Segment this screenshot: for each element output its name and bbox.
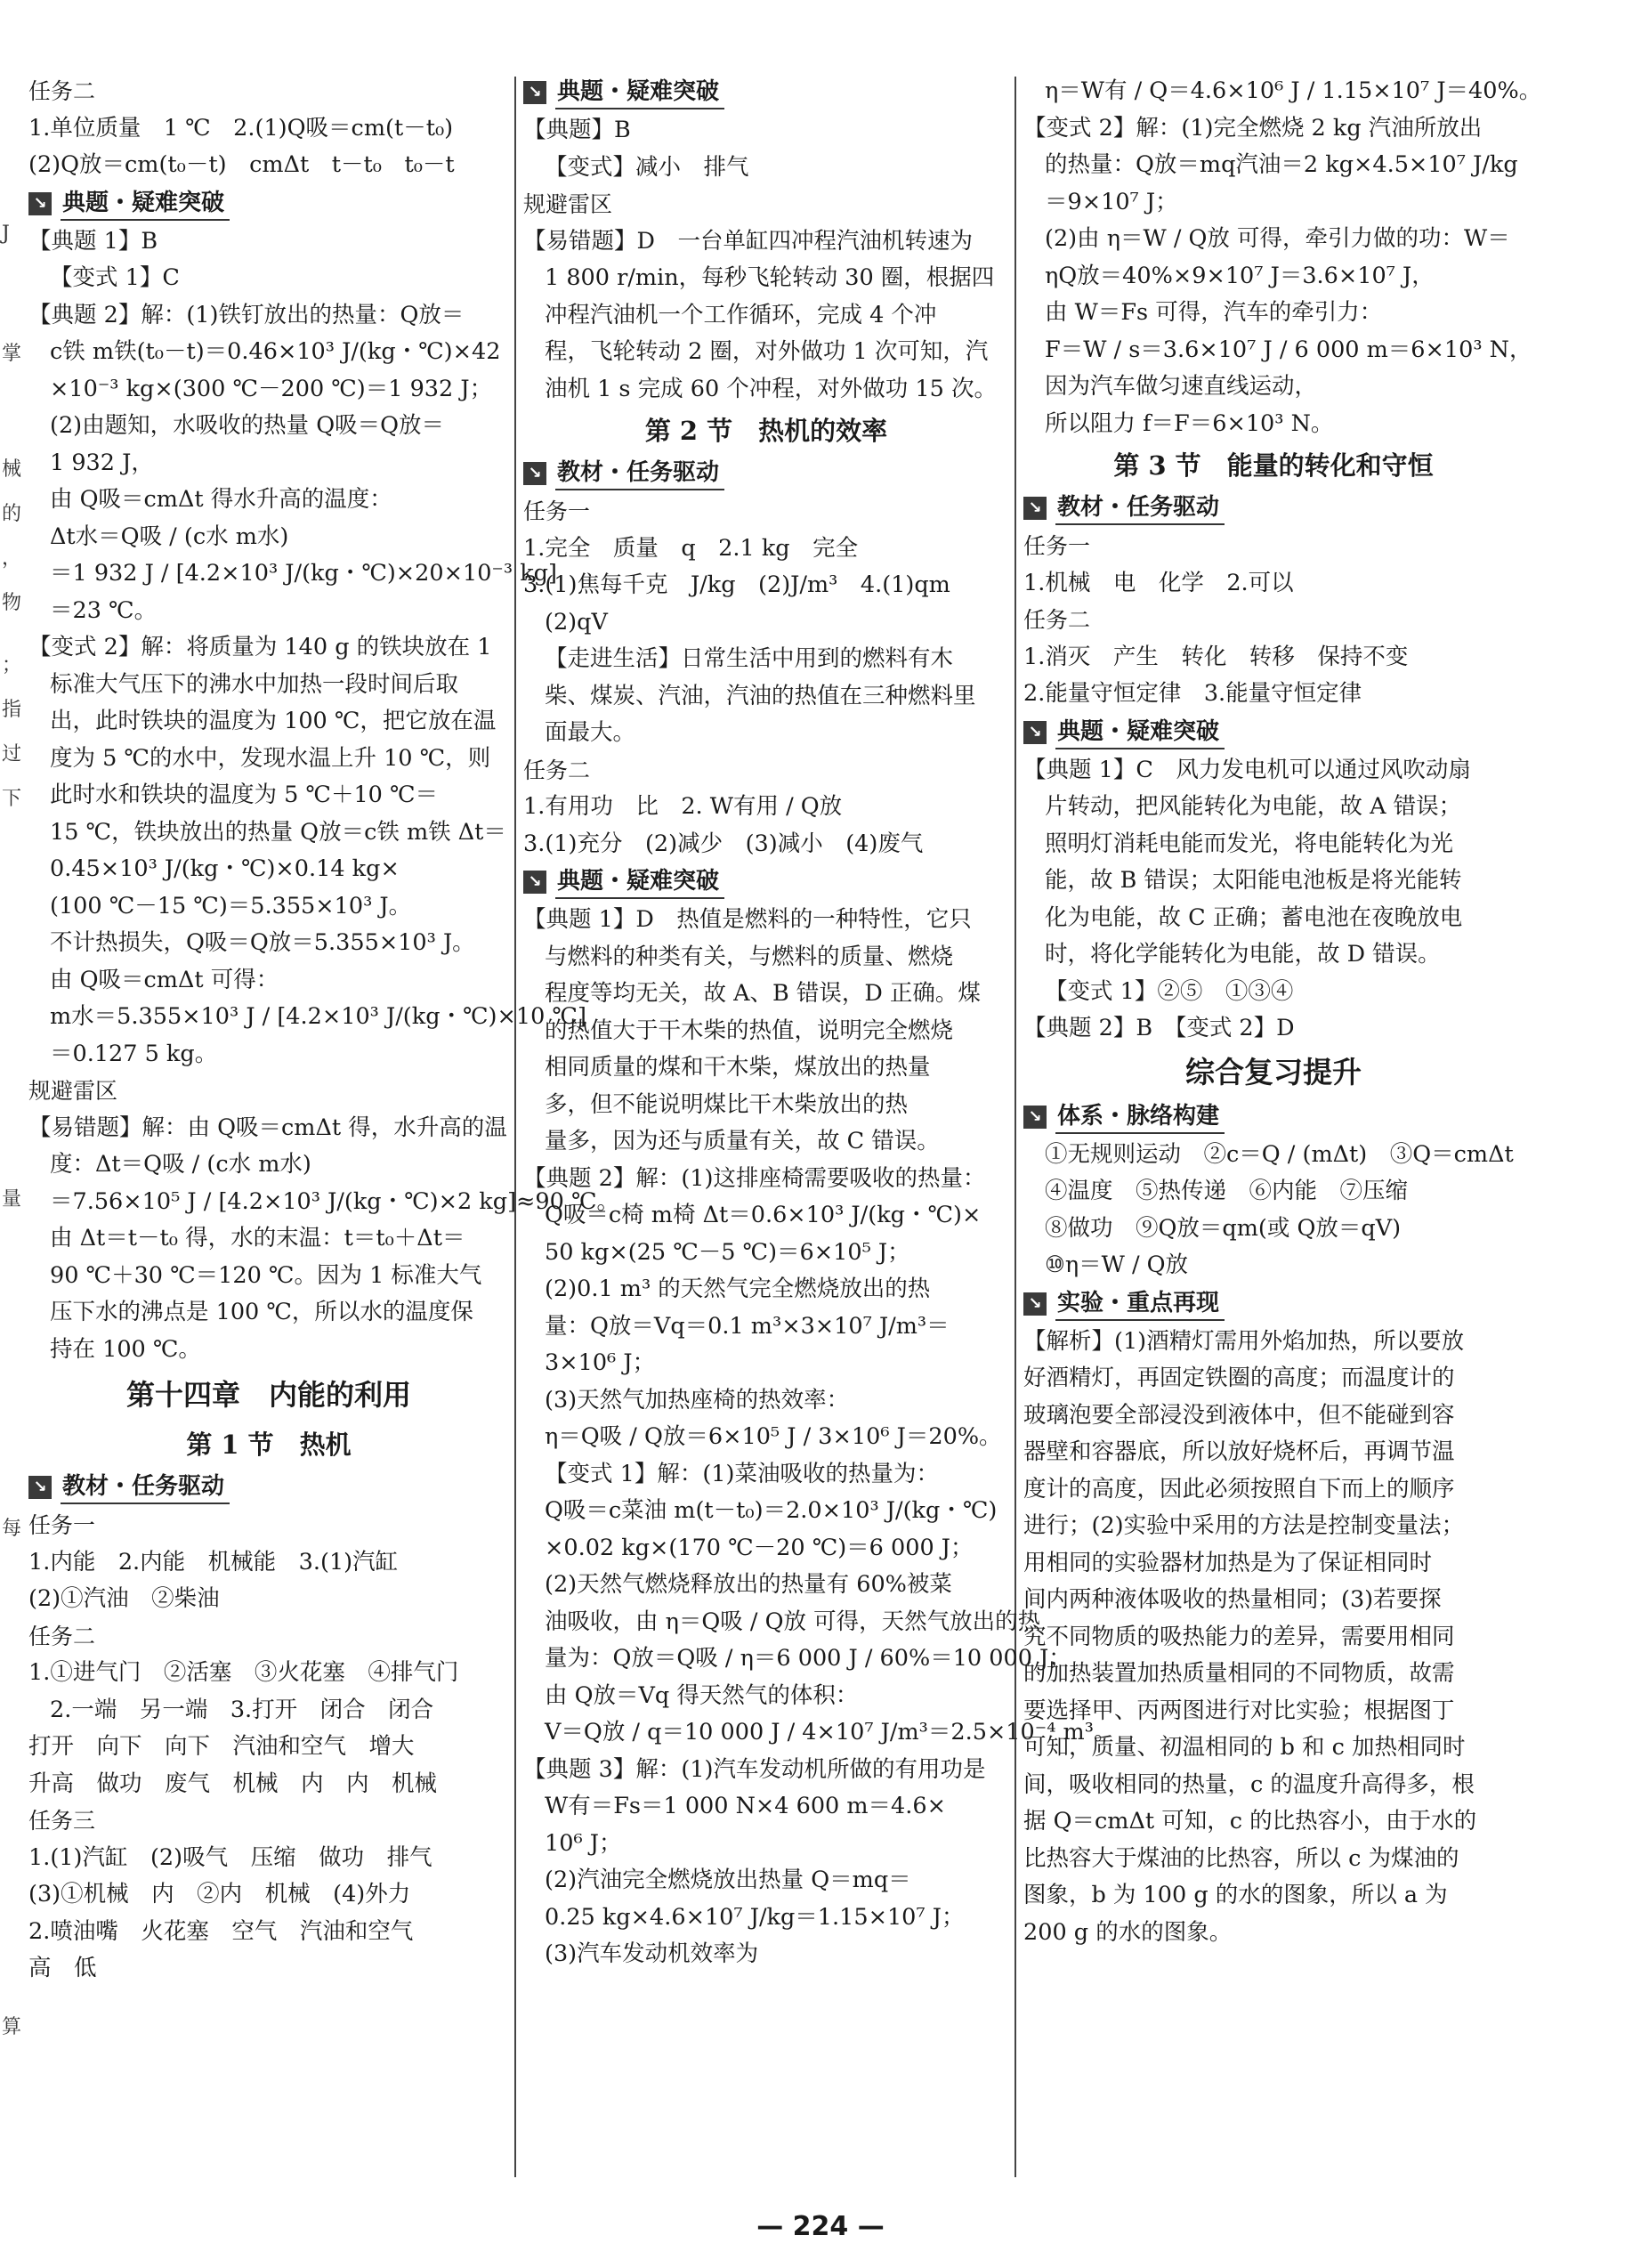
text-line: 图象，b 为 100 g 的水的图象，所以 a 为	[1023, 1882, 1448, 1908]
edge-fragment: 的	[2, 503, 22, 525]
chapter-title: 第十四章 内能的利用	[125, 1378, 411, 1412]
subsection-label: 任务三	[28, 1808, 96, 1834]
text-line: 【变式】减小 排气	[545, 153, 749, 181]
subsection-label: 规避雷区	[523, 191, 613, 217]
text-line: ×0.02 kg×(170 ℃－20 ℃)＝6 000 J；	[545, 1534, 974, 1561]
text-line: 【变式 2】解：将质量为 140 g 的铁块放在 1	[28, 634, 492, 660]
text-line: 间内两种液体吸收的热量相同；(3)若要探	[1023, 1586, 1442, 1613]
section-heading-text: 典题・疑难突破	[1055, 716, 1225, 749]
edge-fragment: ；	[2, 654, 22, 676]
text-line: 【易错题】D 一台单缸四冲程汽油机转速为	[523, 227, 973, 255]
text-line: 相同质量的煤和干木柴，煤放出的热量	[545, 1054, 931, 1081]
text-line: (2)0.1 m³ 的天然气完全燃烧放出的热	[545, 1276, 931, 1302]
text-line: 200 g 的水的图象。	[1023, 1918, 1233, 1946]
section-heading	[523, 76, 1009, 109]
edge-fragment: 每	[2, 1518, 22, 1540]
text-line: 程度等均无关，故 A、B 错误，D 正确。煤	[545, 980, 981, 1007]
text-line: 能，故 B 错误；太阳能电池板是将光能转	[1045, 867, 1462, 894]
text-line: η＝Q吸 / Q放＝6×10⁵ J / 3×10⁶ J＝20%。	[545, 1423, 1002, 1450]
section-heading-text: 教材・任务驱动	[1055, 491, 1225, 525]
text-line: 面最大。	[545, 719, 636, 746]
text-line: η＝W有 / Q＝4.6×10⁶ J / 1.15×10⁷ J＝40%。	[1045, 77, 1542, 104]
text-line: ⑩η＝W / Q放	[1045, 1251, 1189, 1278]
text-line: 由 Q吸＝cmΔt 可得：	[50, 966, 279, 993]
left-edge-fragments	[0, 0, 20, 2268]
text-line: 出，此时铁块的温度为 100 ℃，把它放在温	[50, 708, 497, 734]
text-line: (2)qV	[545, 608, 608, 636]
text-line: ＝7.56×10⁵ J / [4.2×10³ J/(kg・℃)×2 kg]≈90 ℃。	[50, 1187, 619, 1215]
text-line: 【变式 2】解：(1)完全燃烧 2 kg 汽油所放出	[1023, 114, 1483, 142]
section-heading	[523, 457, 1009, 490]
section-heading-text: 典题・疑难突破	[555, 865, 724, 899]
section-heading-text: 体系・脉络构建	[1055, 1100, 1225, 1134]
text-line: 量：Q放＝Vq＝0.1 m³×3×10⁷ J/m³＝	[545, 1312, 950, 1340]
text-line: 0.25 kg×4.6×10⁷ J/kg＝1.15×10⁷ J；	[545, 1903, 965, 1931]
text-line: 【变式 1】解：(1)菜油吸收的热量为：	[545, 1460, 939, 1487]
text-line: 90 ℃＋30 ℃＝120 ℃。因为 1 标准大气	[50, 1261, 482, 1289]
text-line: V＝Q放 / q＝10 000 J / 4×10⁷ J/m³＝2.5×10⁻⁴ m³。	[545, 1719, 1117, 1746]
text-line: (3)汽车发动机效率为	[545, 1940, 759, 1967]
text-line: 10⁶ J；	[545, 1829, 622, 1857]
text-line: ＝9×10⁷ J；	[1045, 188, 1178, 215]
text-line: 进行；(2)实验中采用的方法是控制变量法；	[1023, 1512, 1465, 1539]
text-line: 油机 1 s 完成 60 个冲程，对外做功 15 次。	[545, 375, 997, 402]
text-line: ＝1 932 J / [4.2×10³ J/(kg・℃)×20×10⁻³ kg]	[50, 560, 557, 587]
text-line: Δt水＝Q吸 / (c水 m水)	[50, 522, 289, 550]
column-divider	[514, 77, 516, 2177]
text-line: 【走进生活】日常生活中用到的燃料有木	[545, 645, 954, 672]
text-line: 2.一端 另一端 3.打开 闭合 闭合	[50, 1696, 434, 1723]
text-line: 【典题 2】解：(1)铁钉放出的热量：Q放＝	[28, 301, 465, 328]
subsection-label: 任务一	[523, 498, 591, 524]
text-line: 【典题】B	[523, 117, 631, 143]
text-line: 【典题 2】解：(1)这排座椅需要吸收的热量：	[523, 1164, 986, 1192]
text-line: 器壁和容器底，所以放好烧杯后，再调节温	[1023, 1438, 1455, 1465]
text-line: 照明灯消耗电能而发光，将电能转化为光	[1045, 830, 1454, 857]
text-line: ×10⁻³ kg×(300 ℃－200 ℃)＝1 932 J；	[50, 375, 493, 402]
text-line: 【变式 1】②⑤ ①③④	[1045, 977, 1294, 1005]
text-line: (2)由题知，水吸收的热量 Q吸＝Q放＝	[50, 412, 445, 439]
text-line: 1.机械 电 化学 2.可以	[1023, 569, 1294, 596]
section-marker-icon: ↘	[1023, 1106, 1047, 1129]
text-line: ＝23 ℃。	[50, 596, 158, 624]
text-line: 究不同物质的吸热能力的差异，需要用相同	[1023, 1623, 1455, 1650]
text-line: 1.完全 质量 q 2.1 kg 完全	[523, 534, 859, 562]
section-heading-text: 典题・疑难突破	[61, 187, 230, 221]
section-heading	[1023, 491, 1524, 525]
text-line: 50 kg×(25 ℃－5 ℃)＝6×10⁵ J；	[545, 1238, 910, 1266]
section-heading-text: 典题・疑难突破	[555, 76, 724, 109]
text-line: (2)天然气燃烧释放出的热量有 60%被菜	[545, 1571, 952, 1598]
text-line: 1.有用功 比 2. W有用 / Q放	[523, 793, 843, 820]
text-line: 的加热装置加热质量相同的不同物质，故需	[1023, 1660, 1455, 1687]
text-line: 此时水和铁块的温度为 5 ℃＋10 ℃＝	[50, 782, 439, 808]
text-line: 1.(1)汽缸 (2)吸气 压缩 做功 排气	[28, 1843, 432, 1871]
text-line: 由 Δt＝t－t₀ 得，水的末温：t＝t₀＋Δt＝	[50, 1225, 465, 1251]
text-line: (2)①汽油 ②柴油	[28, 1585, 220, 1612]
edge-fragment: 算	[2, 2016, 22, 2038]
text-line: 高 低	[28, 1955, 97, 1981]
section-marker-icon: ↘	[1023, 1292, 1047, 1316]
text-line: 所以阻力 f＝F＝6×10³ N。	[1045, 409, 1334, 437]
text-line: 0.45×10³ J/(kg・℃)×0.14 kg×	[50, 855, 400, 882]
text-line: 量为：Q放＝Q吸 / η＝6 000 J / 60%＝10 000 J；	[545, 1645, 1071, 1672]
text-line: 15 ℃，铁块放出的热量 Q放＝c铁 m铁 Δt＝	[50, 818, 506, 846]
section-heading	[1023, 1100, 1524, 1134]
text-line: ＝0.127 5 kg。	[50, 1040, 218, 1067]
text-line: 要选择甲、丙两图进行对比实验；根据图丁	[1023, 1697, 1455, 1724]
edge-fragment: 掌	[2, 343, 22, 365]
subsection-label: 任务二	[28, 1623, 96, 1649]
text-line: 【易错题】解：由 Q吸＝cmΔt 得，水升高的温	[28, 1114, 507, 1141]
text-line: 好酒精灯，再固定铁圈的高度；而温度计的	[1023, 1365, 1455, 1391]
text-line: 1.消灭 产生 转化 转移 保持不变	[1023, 643, 1409, 670]
text-line: 度为 5 ℃的水中，发现水温上升 10 ℃，则	[50, 744, 491, 772]
text-line: 比热容大于煤油的比热容，所以 c 为煤油的	[1023, 1844, 1459, 1872]
text-line: 【典题 1】D 热值是燃料的一种特性，它只	[523, 906, 972, 933]
text-line: 1.①进气门 ②活塞 ③火花塞 ④排气门	[28, 1659, 459, 1686]
text-line: F＝W / s＝3.6×10⁷ J / 6 000 m＝6×10³ N，	[1045, 336, 1532, 363]
section-heading-text: 教材・任务驱动	[61, 1470, 230, 1504]
text-line: 【解析】(1)酒精灯需用外焰加热，所以要放	[1023, 1327, 1465, 1355]
text-line: 1.内能 2.内能 机械能 3.(1)汽缸	[28, 1548, 399, 1575]
text-line: 时，将化学能转化为电能，故 D 错误。	[1045, 941, 1441, 968]
text-line: W有＝Fs＝1 000 N×4 600 m＝4.6×	[545, 1793, 946, 1819]
section-title: 综合复习提升	[1185, 1054, 1362, 1089]
page-number: — 224 —	[756, 2211, 885, 2242]
text-line: 2.喷油嘴 火花塞 空气 汽油和空气	[28, 1917, 414, 1945]
text-line: 的热值大于干木柴的热值，说明完全燃烧	[545, 1017, 954, 1044]
subsection-label: 任务二	[523, 757, 591, 783]
edge-fragment: 指	[2, 699, 22, 721]
section-marker-icon: ↘	[523, 81, 546, 104]
text-line: 间，吸收相同的热量，c 的温度升高得多，根	[1023, 1770, 1475, 1798]
section-marker-icon: ↘	[28, 1476, 52, 1499]
text-line: m水＝5.355×10³ J / [4.2×10³ J/(kg・℃)×10 ℃]	[50, 1003, 586, 1030]
text-line: 1 800 r/min，每秒飞轮转动 30 圈，根据四	[545, 264, 995, 291]
text-line: 的热量：Q放＝mq汽油＝2 kg×4.5×10⁷ J/kg	[1045, 151, 1518, 178]
section-marker-icon: ↘	[28, 192, 52, 215]
edge-fragment: ，	[2, 547, 22, 570]
edge-fragment: 下	[2, 788, 22, 810]
subsection-label: 规避雷区	[28, 1078, 118, 1104]
text-line: 据 Q＝cmΔt 可知，c 的比热容小，由于水的	[1023, 1808, 1477, 1835]
text-line: ④温度 ⑤热传递 ⑥内能 ⑦压缩	[1045, 1178, 1409, 1204]
text-line: 由 W＝Fs 可得，汽车的牵引力：	[1045, 299, 1383, 326]
text-line: (2)汽油完全燃烧放出热量 Q＝mq＝	[545, 1867, 911, 1893]
subsection-label: 任务一	[1023, 533, 1091, 559]
text-line: (100 ℃－15 ℃)＝5.355×10³ J。	[50, 892, 412, 919]
subsection-label: 任务一	[28, 1512, 96, 1538]
text-line: 3×10⁶ J；	[545, 1349, 656, 1376]
column-right	[1023, 73, 1542, 1951]
text-line: 由 Q放＝Vq 得天然气的体积：	[545, 1681, 859, 1709]
section-marker-icon: ↘	[1023, 721, 1047, 744]
section-marker-icon: ↘	[1023, 497, 1047, 520]
edge-fragment: 量	[2, 1188, 22, 1211]
text-line: (3)天然气加热座椅的热效率：	[545, 1386, 850, 1413]
text-line: 程，飞轮转动 2 圈，对外做功 1 次可知，汽	[545, 338, 989, 365]
subsection-label: 任务二	[28, 78, 96, 104]
text-line: 因为汽车做匀速直线运动，	[1045, 373, 1318, 400]
text-line: 冲程汽油机一个工作循环，完成 4 个冲	[545, 301, 937, 328]
text-line: 度计的高度，因此必须按照自下而上的顺序	[1023, 1475, 1455, 1503]
text-line: 1.单位质量 1 ℃ 2.(1)Q吸＝cm(t－t₀)	[28, 114, 454, 142]
text-line: c铁 m铁(t₀－t)＝0.46×10³ J/(kg・℃)×42	[50, 338, 501, 365]
text-line: 【典题 2】B 【变式 2】D	[1023, 1015, 1295, 1041]
text-line: 油吸收，由 η＝Q吸 / Q放 可得，天然气放出的热	[545, 1608, 1041, 1635]
text-line: 【变式 1】C	[50, 264, 180, 291]
text-line: 【典题 1】B	[28, 227, 158, 255]
text-line: 用相同的实验器材加热是为了保证相同时	[1023, 1549, 1433, 1576]
section-title: 第 1 节 热机	[186, 1430, 352, 1460]
section-heading	[28, 187, 509, 221]
text-line: ①无规则运动 ②c＝Q / (mΔt) ③Q＝cmΔt	[1045, 1140, 1514, 1168]
edge-fragment: 械	[2, 458, 22, 481]
text-line: 片转动，把风能转化为电能，故 A 错误；	[1045, 793, 1462, 820]
text-line: 与燃料的种类有关，与燃料的质量、燃烧	[545, 943, 954, 970]
text-line: ⑧做功 ⑨Q放＝qm(或 Q放＝qV)	[1045, 1214, 1402, 1242]
text-line: 度：Δt＝Q吸 / (c水 m水)	[50, 1151, 311, 1178]
text-line: 玻璃泡要全部浸没到液体中，但不能碰到容	[1023, 1401, 1455, 1429]
section-heading	[1023, 716, 1524, 749]
section-title: 第 3 节 能量的转化和守恒	[1113, 450, 1434, 481]
text-line: 打开 向下 向下 汽油和空气 增大	[28, 1733, 415, 1760]
section-title: 第 2 节 热机的效率	[644, 416, 888, 446]
text-line: (2)Q放＝cm(t₀－t) cmΔt t－t₀ t₀－t	[28, 151, 455, 178]
text-line: Q吸＝c椅 m椅 Δt＝0.6×10³ J/(kg・℃)×	[545, 1202, 982, 1228]
text-line: (3)①机械 内 ②内 机械 (4)外力	[28, 1881, 411, 1908]
edge-fragment: 物	[2, 592, 22, 614]
edge-fragment: J	[2, 223, 10, 245]
edge-fragment: 过	[2, 743, 22, 765]
section-heading	[1023, 1287, 1524, 1321]
text-line: 3.(1)充分 (2)减少 (3)减小 (4)废气	[523, 830, 924, 857]
column-divider	[1015, 77, 1016, 2177]
section-marker-icon: ↘	[523, 871, 546, 894]
section-heading-text: 教材・任务驱动	[555, 457, 724, 490]
text-line: 压下水的沸点是 100 ℃，所以水的温度保	[50, 1299, 473, 1325]
text-line: Q吸＝c菜油 m(t－t₀)＝2.0×10³ J/(kg・℃)	[545, 1497, 998, 1524]
text-line: 量多，因为还与质量有关，故 C 错误。	[545, 1128, 940, 1154]
section-heading	[28, 1470, 509, 1504]
subsection-label: 任务二	[1023, 607, 1091, 633]
text-line: 2.能量守恒定律 3.能量守恒定律	[1023, 680, 1362, 707]
text-line: 【典题 1】C 风力发电机可以通过风吹动扇	[1023, 756, 1471, 783]
text-line: (2)由 η＝W / Q放 可得，牵引力做的功：W＝	[1045, 225, 1510, 252]
text-line: 柴、煤炭、汽油，汽油的热值在三种燃料里	[545, 682, 976, 709]
text-line: 【典题 3】解：(1)汽车发动机所做的有用功是	[523, 1755, 986, 1783]
text-line: ηQ放＝40%×9×10⁷ J＝3.6×10⁷ J，	[1045, 262, 1435, 289]
text-line: 标准大气压下的沸水中加热一段时间后取	[50, 670, 459, 698]
section-heading	[523, 865, 1009, 899]
text-line: 1 932 J，	[50, 449, 154, 476]
text-line: 持在 100 ℃。	[50, 1335, 201, 1363]
section-heading-text: 实验・重点再现	[1055, 1287, 1225, 1321]
text-line: 3.(1)焦每千克 J/kg (2)J/m³ 4.(1)qm	[523, 571, 950, 598]
text-line: 由 Q吸＝cmΔt 得水升高的温度：	[50, 486, 392, 513]
section-marker-icon: ↘	[523, 462, 546, 485]
text-line: 多，但不能说明煤比干木柴放出的热	[545, 1090, 909, 1118]
text-line: 升高 做功 废气 机械 内 内 机械	[28, 1770, 438, 1797]
text-line: 化为电能，故 C 正确；蓄电池在夜晚放电	[1045, 903, 1463, 931]
text-line: 可知，质量、初温相同的 b 和 c 加热相同时	[1023, 1734, 1466, 1761]
text-line: 不计热损失，Q吸＝Q放＝5.355×10³ J。	[50, 929, 475, 956]
